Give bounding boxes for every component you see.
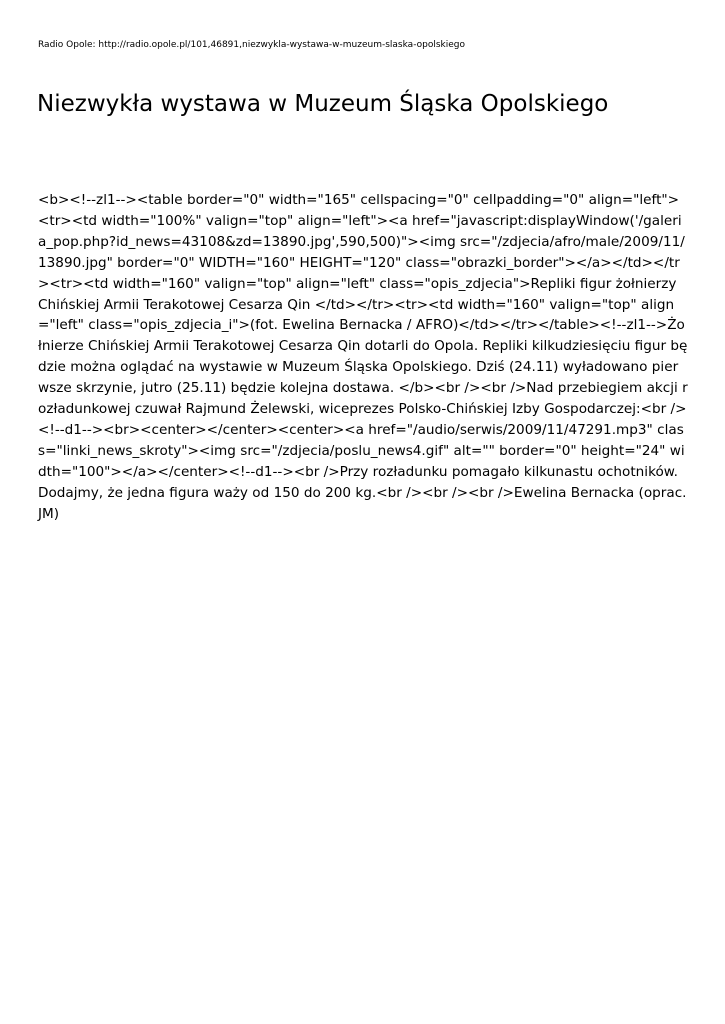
- article-body-raw-html: <b><!--zl1--><table border="0" width="165" cellspacing="0" cellpadding="0" align="left"><tr><td width="100%" valign="top" align="left"><a href="javascript:displayWindow('/galeria_pop.php?id_news=43108&zd=13890.jpg',590,500)"><img src="/zdjecia/afro/male/2009/11/13890.jpg" border="0" WIDTH="160" HEIGHT="120" class="obrazki_border"></a></td></tr><tr><td width="160" valign="top" align="left" class="opis_zdjecia">Repliki figur żołnierzy Chińskiej Armii Terakotowej Cesarza Qin </td></tr><tr><td width="160" valign="top" align="left" class="opis_zdjecia_i">(fot. Ewelina Bernacka / AFRO)</td></tr></table><!--zl1-->Żołnierze Chińskiej Armii Terakotowej Cesarza Qin dotarli do Opola. Repliki kilkudziesięciu figur będzie można oglądać na wystawie w Muzeum Śląska Opolskiego. Dziś (24.11) wyładowano pierwsze skrzynie, jutro (25.11) będzie kolejna dostawa. </b><br /><br />Nad przebiegiem akcji rozładunkowej czuwał Rajmund Żelewski, wiceprezes Polsko-Chińskiej Izby Gospodarczej:<br /><!--d1--><br><center></center><center><a href="/audio/serwis/2009/11/47291.mp3" class="linki_news_skroty"><img src="/zdjecia/poslu_news4.gif" alt="" border="0" height="24" width="100"></a></center><!--d1--><br />Przy rozładunku pomagało kilkunastu ochotników. Dodajmy, że jedna figura waży od 150 do 200 kg.<br /><br /><br />Ewelina Bernacka (oprac. JM): [38, 192, 688, 522]
- article-title: Niezwykła wystawa w Muzeum Śląska Opolskiego: [37, 91, 609, 117]
- source-url-line: Radio Opole: http://radio.opole.pl/101,46891,niezwykla-wystawa-w-muzeum-slaska-opolskiego: [38, 40, 465, 50]
